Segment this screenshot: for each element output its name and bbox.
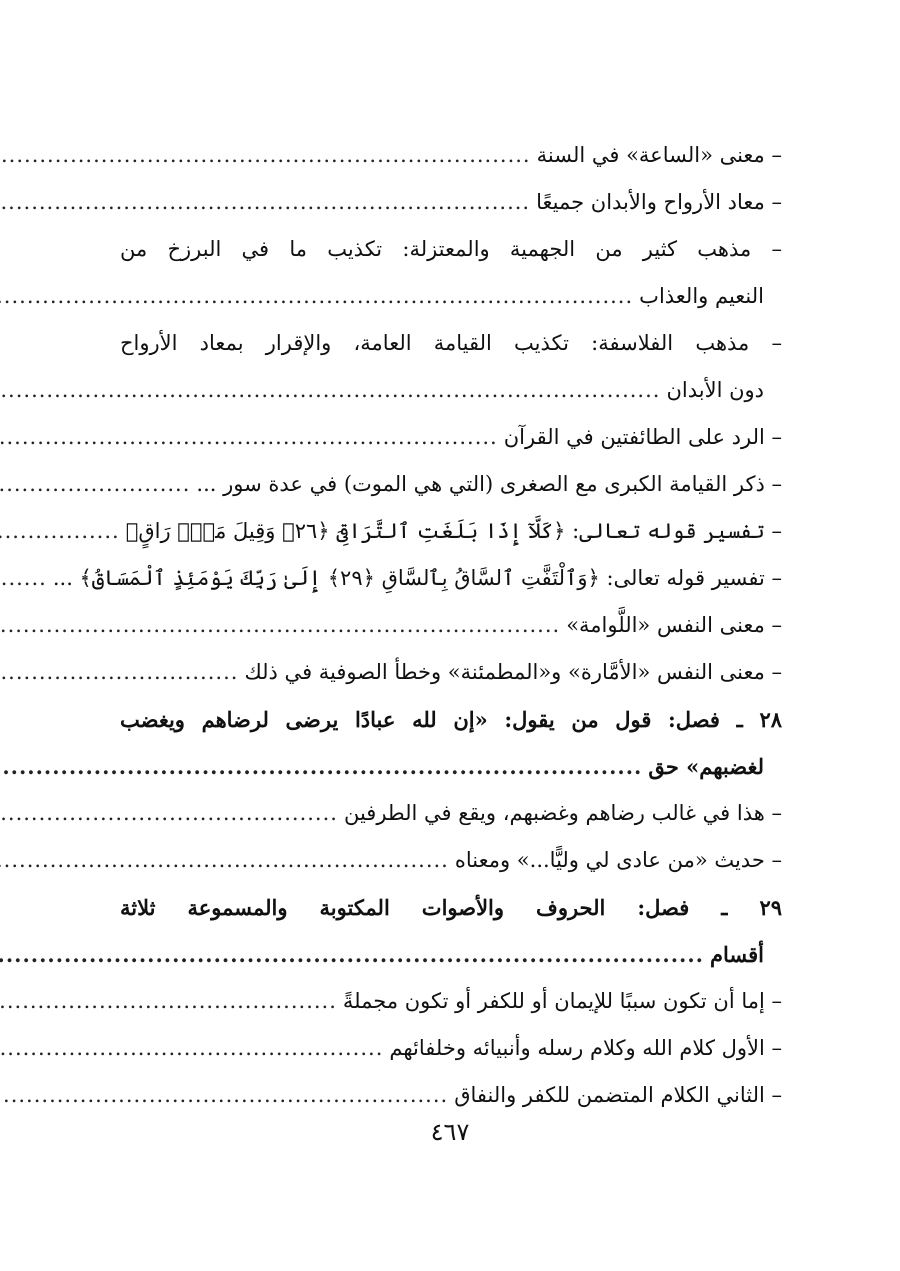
toc-entry: [120, 602, 782, 649]
dot-leader: [0, 508, 120, 555]
dot-leader: [0, 367, 660, 414]
toc-entry: [120, 226, 782, 320]
toc-entry: [120, 508, 782, 555]
entry-title-first-line: – مذهب كثير من الجهمية والمعتزلة: تكذيب ما في البرزخ من: [120, 237, 782, 261]
entry-title: – تفسير قوله تعالى: ﴿وَٱلْتَفَّتِ ٱلسَّاقُ بِٱلسَّاقِ ﴿٢٩﴾ إِلَىٰ رَبِّكَ يَوْمَئِذٍ ٱلْمَسَاقُ﴾ ...: [52, 566, 782, 590]
dot-leader: [0, 132, 531, 179]
toc-entry: [120, 649, 782, 696]
entry-title: – الثاني الكلام المتضمن للكفر والنفاق: [454, 1083, 782, 1107]
toc-entry: [120, 320, 782, 414]
dot-leader: [0, 649, 238, 696]
entry-title: – معنى النفس «الأمَّارة» و«المطمئنة» وخطأ الصوفية في ذلك: [244, 660, 782, 684]
toc-chapter-entry: [120, 696, 782, 790]
entry-title: – هذا في غالب رضاهم وغضبهم، ويقع في الطرفين: [343, 801, 782, 825]
dot-leader: [0, 978, 337, 1025]
entry-title: – حديث «من عادى لي وليًّا...» ومعناه: [454, 848, 782, 872]
dot-leader: [0, 743, 642, 790]
toc-entry: [52, 555, 782, 602]
toc-entry: [120, 837, 782, 884]
dot-leader: [0, 602, 560, 649]
chapter-title-continuation: أقسام: [709, 942, 764, 967]
entry-title-first-line: – مذهب الفلاسفة: تكذيب القيامة العامة، والإقرار بمعاد الأرواح: [120, 331, 782, 355]
dot-leader: [0, 790, 338, 837]
toc-entry: [120, 978, 782, 1025]
entry-title: – الرد على الطائفتين في القرآن: [503, 425, 782, 449]
dot-leader: [0, 273, 633, 320]
toc-entry: [120, 132, 782, 179]
entry-title: – معنى النفس «اللَّوامة»: [566, 613, 782, 637]
page-folio-number: ٤٦٧: [430, 1118, 470, 1146]
toc-chapter-entry: [120, 884, 782, 978]
dot-leader: [0, 931, 704, 978]
chapter-title-continuation: لغضبهم» حق: [648, 754, 764, 779]
table-of-contents: [52, 132, 782, 1119]
entry-title: – الأول كلام الله وكلام رسله وأنبيائه وخلفائهم: [389, 1036, 782, 1060]
entry-title: – إما أن تكون سببًا للإيمان أو للكفر أو تكون مجملةً: [342, 989, 782, 1013]
dot-leader: [0, 179, 530, 226]
dot-leader: [0, 461, 190, 508]
toc-entry: [120, 1025, 782, 1072]
toc-entry: [120, 461, 782, 508]
toc-entry: [120, 414, 782, 461]
toc-entry: [120, 1072, 782, 1119]
dot-leader: [0, 555, 47, 602]
entry-title-continuation: دون الأبدان: [666, 378, 764, 402]
entry-title-continuation: النعيم والعذاب: [639, 284, 764, 308]
chapter-title-first-line: ٢٩ ـ فصل: الحروف والأصوات المكتوبة والمسموعة ثلاثة: [120, 895, 782, 920]
dot-leader: [0, 837, 449, 884]
toc-entry: [120, 179, 782, 226]
entry-title: – معاد الأرواح والأبدان جميعًا: [536, 190, 782, 214]
entry-title: – ذكر القيامة الكبرى مع الصغرى (التي هي الموت) في عدة سور ...: [196, 472, 782, 496]
toc-entry: [120, 790, 782, 837]
dot-leader: [0, 414, 498, 461]
entry-title: – تفسير قوله تعالى: ﴿كَلَّآ إِذَا بَلَغَتِ ٱلتَّرَاقِىَ ﴿٢٦﴾ وَقِيلَ مَنْۜ رَاقٍ﴾: [125, 519, 782, 543]
dot-leader: [0, 1072, 448, 1119]
entry-title: – معنى «الساعة» في السنة: [536, 143, 782, 167]
dot-leader: [0, 1025, 383, 1072]
chapter-title-first-line: ٢٨ ـ فصل: قول من يقول: «إن لله عبادًا يرضى لرضاهم ويغضب: [120, 707, 782, 732]
